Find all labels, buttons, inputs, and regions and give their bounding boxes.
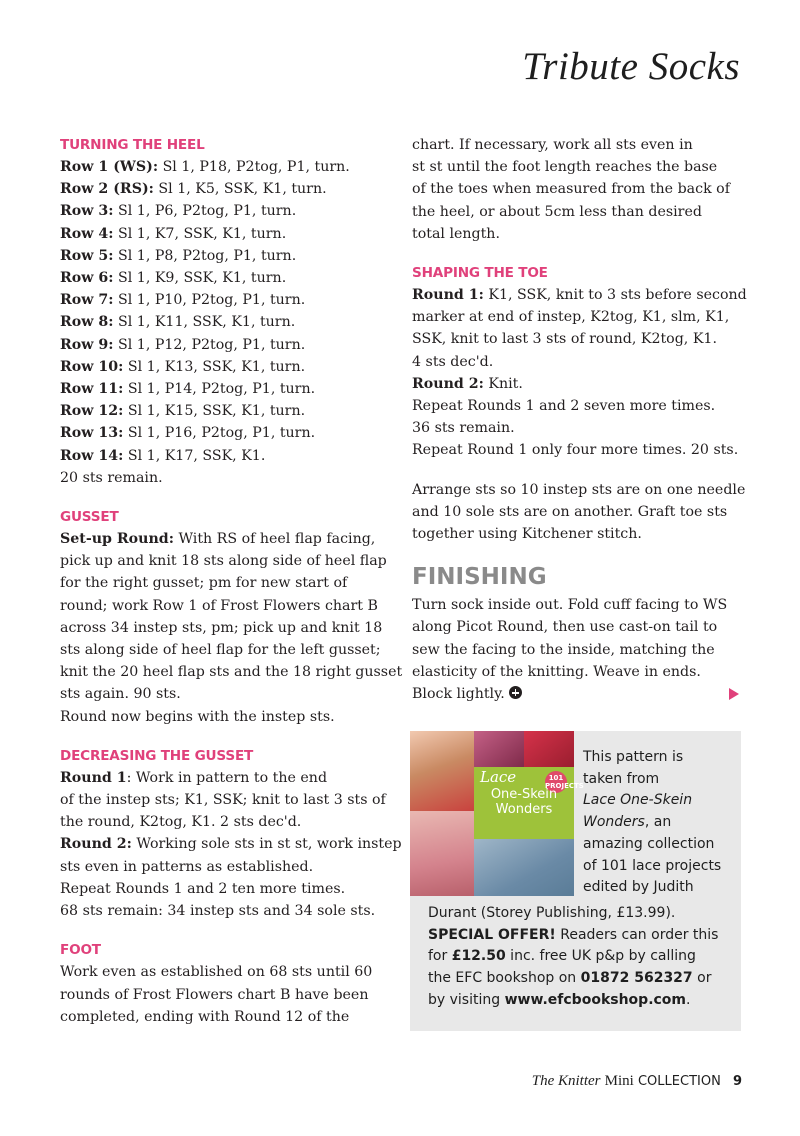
gusset-line [60, 528, 400, 550]
heel-row [60, 400, 400, 422]
promo-line: of 101 lace projects [583, 857, 722, 874]
section-finishing [412, 562, 747, 705]
heel-row [60, 422, 400, 444]
book-cover-image [410, 731, 584, 896]
heel-row-label: Row 12: [60, 403, 124, 420]
end-of-pattern-icon [509, 686, 522, 699]
dec-round2-label: Round 2: [60, 836, 132, 853]
toe-round2-label: Round 2: [412, 375, 484, 392]
heading-shaping-toe: SHAPING THE TOE [412, 265, 548, 282]
toe-text: K1, SSK, knit to 3 sts before second [483, 287, 747, 304]
promo-line: amazing collection [583, 835, 715, 852]
toe-line [412, 284, 747, 306]
special-offer-label: SPECIAL OFFER! [428, 926, 556, 943]
heel-row-text: Sl 1, K15, SSK, K1, turn. [123, 403, 306, 420]
promo-side-text [583, 747, 738, 899]
dec-round1-label: Round 1 [60, 769, 127, 786]
gusset-line: knit the 20 heel flap sts and the 18 right gusset [60, 664, 403, 681]
heel-row-label: Row 2 (RS): [60, 181, 154, 198]
heading-foot: FOOT [60, 942, 101, 959]
magazine-name: The Knitter [531, 1073, 601, 1089]
foot-line: completed, ending with Round 12 of the [60, 1008, 350, 1025]
finishing-line: Turn sock inside out. Fold cuff facing to WS [412, 597, 728, 614]
magazine-collection: COLLECTION [637, 1074, 721, 1089]
promo-line: taken from [583, 770, 660, 787]
toe-text: Knit. [483, 375, 523, 392]
dec-line: sts even in patterns as established. [60, 858, 314, 875]
heel-row-label: Row 3: [60, 203, 114, 220]
foot-line: the heel, or about 5cm less than desired [412, 203, 702, 220]
promo-box [410, 731, 741, 1031]
promo-line: This pattern is [583, 749, 684, 765]
foot-line: chart. If necessary, work all sts even in [412, 137, 693, 153]
heel-row [60, 223, 400, 245]
heel-row [60, 200, 400, 222]
foot-line: of the toes when measured from the back of [412, 181, 730, 198]
arrange-line: and 10 sole sts are on another. Graft toe sts [412, 503, 728, 520]
toe-round1-label: Round 1: [412, 287, 484, 304]
heel-row-label: Row 5: [60, 247, 114, 264]
promo-line: SPECIAL OFFER! Readers can order this [428, 926, 719, 943]
gusset-line: round; work Row 1 of Frost Flowers chart B [60, 597, 378, 614]
heel-row-text: Sl 1, K13, SSK, K1, turn. [123, 358, 306, 375]
gusset-line: for the right gusset; pm for new start of [60, 575, 348, 592]
gusset-line: across 34 instep sts, pm; pick up and knit 18 [60, 619, 383, 636]
finishing-line [412, 683, 747, 705]
foot-line: Work even as established on 68 sts until 60 [60, 964, 373, 981]
phone-number: 01872 562327 [580, 970, 693, 987]
dec-line: the round, K2tog, K1. 2 sts dec'd. [60, 814, 302, 831]
toe-line: 36 sts remain. [412, 420, 515, 437]
page-footer [532, 1073, 742, 1090]
promo-line: edited by Judith [583, 879, 694, 896]
left-column [60, 134, 403, 1045]
heel-row [60, 156, 400, 178]
toe-line [412, 373, 747, 395]
heel-row [60, 334, 400, 356]
heel-row [60, 356, 400, 378]
heel-row-label: Row 14: [60, 447, 124, 464]
promo-bottom-text [428, 903, 738, 1012]
page-number: 9 [732, 1074, 742, 1089]
website-link[interactable]: www.efcbookshop.com [504, 991, 687, 1008]
toe-line: 4 sts dec'd. [412, 353, 494, 370]
promo-line: Wonders, an [583, 814, 672, 831]
gusset-line: sts along side of heel flap for the left gusset; [60, 642, 381, 659]
heel-row-text: Sl 1, P12, P2tog, P1, turn. [113, 336, 306, 353]
dec-remain: 68 sts remain: 34 instep sts and 34 sole sts. [60, 903, 376, 920]
continue-arrow-icon [729, 688, 739, 700]
finishing-line: along Picot Round, then use cast-on tail to [412, 619, 718, 636]
toe-line: SSK, knit to last 3 sts of round, K2tog, K1. [412, 331, 717, 348]
heel-row-label: Row 1 (WS): [60, 159, 159, 175]
magazine-mini: Mini [604, 1073, 634, 1089]
promo-line: Durant (Storey Publishing, £13.99). [428, 905, 676, 921]
foot-line: total length. [412, 225, 500, 242]
section-decreasing-gusset [60, 745, 400, 922]
section-shaping-toe [412, 262, 747, 462]
book-badge: 101 PROJECTS [545, 771, 567, 793]
setup-round-label: Set-up Round: [60, 531, 174, 548]
heel-row [60, 289, 400, 311]
heel-row-text: Sl 1, P18, P2tog, P1, turn. [158, 159, 350, 175]
finishing-line: elasticity of the knitting. Weave in ends. [412, 663, 701, 680]
heel-row-text: Sl 1, P16, P2tog, P1, turn. [123, 425, 316, 442]
section-foot-continued [412, 134, 747, 245]
heel-row [60, 311, 400, 333]
dec-line [60, 767, 400, 789]
arrange-line: together using Kitchener stitch. [412, 526, 642, 543]
dec-line [60, 833, 400, 855]
heel-row-label: Row 10: [60, 358, 124, 375]
heel-row-text: Sl 1, K5, SSK, K1, turn. [153, 181, 327, 198]
heel-row-text: Sl 1, K17, SSK, K1. [123, 447, 266, 464]
heel-row-text: Sl 1, P8, P2tog, P1, turn. [113, 247, 297, 264]
heel-remain: 20 sts remain. [60, 469, 163, 486]
toe-line: marker at end of instep, K2tog, K1, slm, K1, [412, 309, 730, 326]
heel-row [60, 445, 400, 467]
finishing-last-text: Block lightly. [412, 686, 505, 703]
heading-decreasing-gusset: DECREASING THE GUSSET [60, 747, 254, 764]
gusset-after: Round now begins with the instep sts. [60, 708, 335, 725]
heel-row-label: Row 8: [60, 314, 114, 331]
heel-row-text: Sl 1, K11, SSK, K1, turn. [113, 314, 296, 331]
toe-line: Repeat Rounds 1 and 2 seven more times. [412, 398, 716, 415]
promo-line: for £12.50 inc. free UK p&p by calling [428, 948, 696, 965]
heel-row-text: Sl 1, P14, P2tog, P1, turn. [123, 381, 316, 398]
section-foot [60, 939, 400, 1028]
dec-repeat: Repeat Rounds 1 and 2 ten more times. [60, 880, 346, 897]
heel-row-label: Row 4: [60, 225, 114, 242]
heel-row [60, 178, 400, 200]
section-gusset [60, 506, 403, 728]
promo-line: by visiting www.efcbookshop.com. [428, 991, 691, 1008]
promo-book-title: Lace One-Skein [583, 792, 693, 809]
heading-finishing: FINISHING [412, 564, 547, 591]
gusset-text: With RS of heel flap facing, [173, 531, 376, 548]
foot-line: st st until the foot length reaches the base [412, 159, 718, 176]
heel-row-text: Sl 1, P6, P2tog, P1, turn. [113, 203, 297, 220]
heel-rows [60, 156, 400, 467]
promo-line: the EFC bookshop on 01872 562327 or [428, 970, 712, 987]
book-cover-lace: Lace [480, 768, 517, 786]
section-turning-heel [60, 134, 400, 489]
heel-row-label: Row 7: [60, 292, 114, 309]
heel-row-label: Row 6: [60, 270, 114, 287]
heading-gusset: GUSSET [60, 509, 119, 526]
toe-line: Repeat Round 1 only four more times. 20 sts. [412, 442, 739, 459]
heel-row [60, 378, 400, 400]
heel-row-text: Sl 1, K7, SSK, K1, turn. [113, 225, 287, 242]
offer-price: £12.50 [451, 948, 506, 965]
heel-row-label: Row 11: [60, 381, 124, 398]
finishing-line: sew the facing to the inside, matching the [412, 641, 715, 658]
heel-row-label: Row 9: [60, 336, 114, 353]
heel-row-label: Row 13: [60, 425, 124, 442]
dec-text: Working sole sts in st st, work instep [131, 836, 402, 853]
heel-row-text: Sl 1, P10, P2tog, P1, turn. [113, 292, 306, 309]
right-column [412, 134, 747, 722]
foot-line: rounds of Frost Flowers chart B have been [60, 986, 369, 1003]
gusset-line: pick up and knit 18 sts along side of heel flap [60, 553, 387, 570]
heel-row [60, 245, 400, 267]
page-title: Tribute Socks [522, 45, 740, 88]
gusset-line: sts again. 90 sts. [60, 686, 181, 703]
dec-line: of the instep sts; K1, SSK; knit to last 3 sts of [60, 792, 386, 809]
dec-text: : Work in pattern to the end [126, 769, 328, 786]
book-cover-title: One-Skein Wonders [490, 787, 558, 817]
heading-turning-heel: TURNING THE HEEL [60, 137, 205, 153]
section-arrange [412, 479, 747, 546]
heel-row [60, 267, 400, 289]
heel-row-text: Sl 1, K9, SSK, K1, turn. [113, 270, 287, 287]
arrange-line: Arrange sts so 10 instep sts are on one needle [412, 481, 746, 498]
